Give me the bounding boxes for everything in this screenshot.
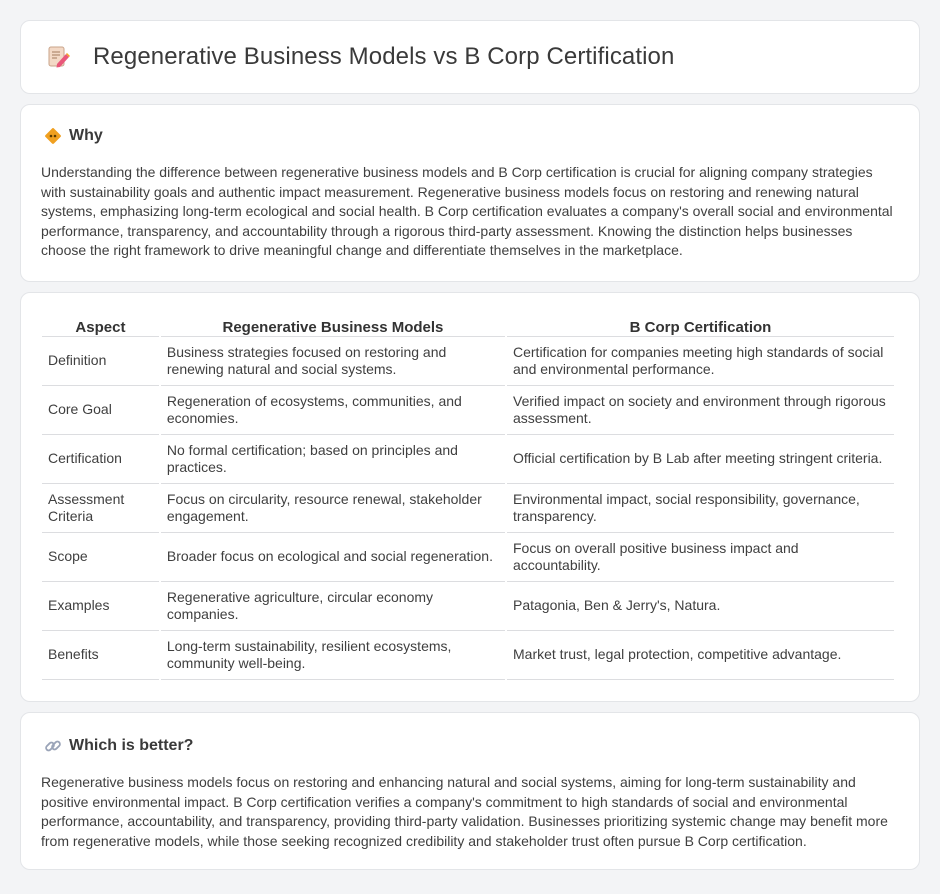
link-icon bbox=[44, 737, 62, 755]
why-heading: Why bbox=[69, 127, 103, 144]
cell-aspect: Certification bbox=[42, 435, 159, 484]
page-title: Regenerative Business Models vs B Corp Certification bbox=[93, 43, 675, 70]
cell-bcorp: Focus on overall positive business impact and accountability. bbox=[507, 533, 894, 582]
cell-aspect: Assessment Criteria bbox=[42, 484, 159, 533]
better-heading: Which is better? bbox=[69, 737, 194, 754]
cell-bcorp: Environmental impact, social responsibility, governance, transparency. bbox=[507, 484, 894, 533]
comparison-table bbox=[40, 313, 896, 680]
cell-aspect: Scope bbox=[42, 533, 159, 582]
table-row bbox=[42, 582, 894, 631]
cell-aspect: Definition bbox=[42, 337, 159, 386]
cell-bcorp: Official certification by B Lab after meeting stringent criteria. bbox=[507, 435, 894, 484]
cell-bcorp: Market trust, legal protection, competitive advantage. bbox=[507, 631, 894, 680]
table-header-row bbox=[42, 313, 894, 337]
comparison-table-card bbox=[20, 292, 920, 702]
table-row bbox=[42, 533, 894, 582]
cell-regenerative: Long-term sustainability, resilient ecosystems, community well-being. bbox=[161, 631, 505, 680]
table-row bbox=[42, 337, 894, 386]
cell-regenerative: Regenerative agriculture, circular economy companies. bbox=[161, 582, 505, 631]
why-heading-row bbox=[44, 127, 899, 145]
cell-regenerative: Broader focus on ecological and social regeneration. bbox=[161, 533, 505, 582]
title-card bbox=[20, 20, 920, 94]
cell-regenerative: No formal certification; based on principles and practices. bbox=[161, 435, 505, 484]
cell-regenerative: Focus on circularity, resource renewal, stakeholder engagement. bbox=[161, 484, 505, 533]
cell-bcorp: Certification for companies meeting high standards of social and environmental performance. bbox=[507, 337, 894, 386]
table-row bbox=[42, 484, 894, 533]
cell-bcorp: Verified impact on society and environment through rigorous assessment. bbox=[507, 386, 894, 435]
better-heading-row bbox=[44, 737, 899, 755]
why-text: Understanding the difference between regenerative business models and B Corp certification is crucial for aligning company strategies with sustainability goals and authentic impact measurement. Regenerative business models focus on restoring and renewing natural systems, emphasizing long-term ecological and social health. B Corp certification evaluates a company's overall social and environmental performance, transparency, and accountability through a rigorous third-party assessment. Knowing the distinction helps businesses choose the right framework to drive meaningful change and differentiate themselves in the marketplace. bbox=[41, 164, 893, 258]
better-text: Regenerative business models focus on restoring and enhancing natural and social systems, aiming for long-term sustainability and positive environmental impact. B Corp certification verifies a company's commitment to high standards of social and environmental performance, accountability, and transparency, providing third-party validation. Businesses prioritizing systemic change may benefit more from regenerative models, while those seeking recognized credibility and stakeholder trust often pursue B Corp certification. bbox=[41, 774, 888, 849]
cell-aspect: Benefits bbox=[42, 631, 159, 680]
diamond-sign-icon bbox=[44, 127, 62, 145]
cell-bcorp: Patagonia, Ben & Jerry's, Natura. bbox=[507, 582, 894, 631]
cell-aspect: Core Goal bbox=[42, 386, 159, 435]
which-is-better-section bbox=[20, 712, 920, 870]
header-regenerative: Regenerative Business Models bbox=[161, 313, 505, 337]
cell-aspect: Examples bbox=[42, 582, 159, 631]
table-row bbox=[42, 631, 894, 680]
why-section bbox=[20, 104, 920, 282]
table-row bbox=[42, 435, 894, 484]
document-pencil-icon bbox=[45, 44, 71, 70]
cell-regenerative: Business strategies focused on restoring and renewing natural and social systems. bbox=[161, 337, 505, 386]
header-bcorp: B Corp Certification bbox=[507, 313, 894, 337]
cell-regenerative: Regeneration of ecosystems, communities, and economies. bbox=[161, 386, 505, 435]
header-aspect: Aspect bbox=[42, 313, 159, 337]
table-row bbox=[42, 386, 894, 435]
